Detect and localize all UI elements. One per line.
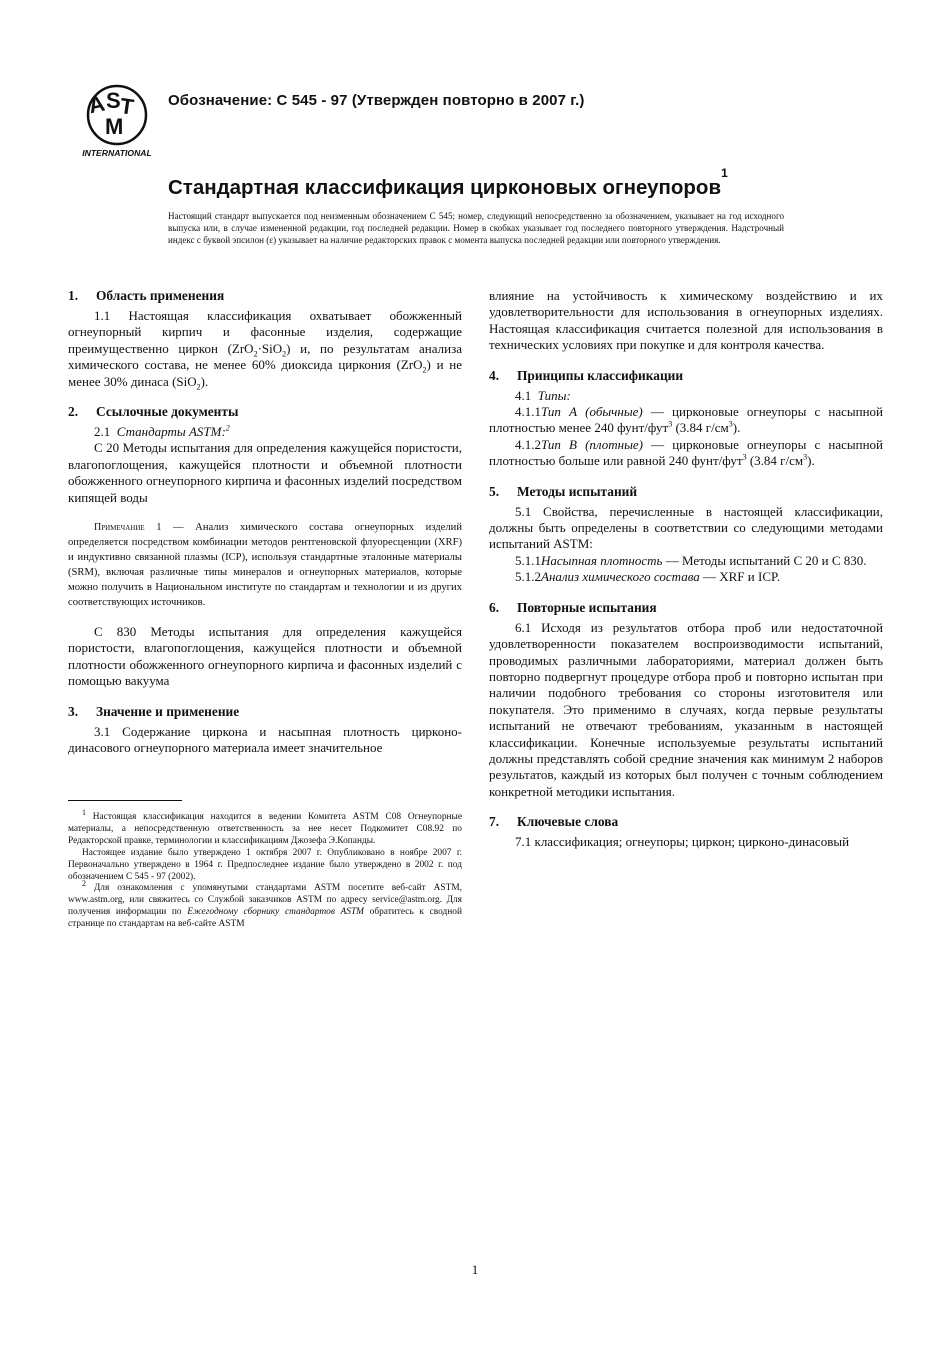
page-number: 1 <box>471 1262 479 1277</box>
section-4-1-1: 4.1.1Тип А (обычные) — цирконовые огнеупоры с насыпной плотностью менее 240 фунт/фут$^3$ (3.84 $г/см^3$). <box>489 404 883 436</box>
section-5-1: 5.1 Свойства, перечисленные в настоящей классификации, должны быть определены в соответствии со следующими методами испытаний ASTM: <box>489 503 883 552</box>
astm-logo <box>76 84 158 160</box>
svg-text:T: T <box>118 93 136 120</box>
section-2-1: 2.1 Стандарты ASTM:$^2$ <box>94 423 230 440</box>
designation: Обозначение: C 545 - 97 (Утвержден повторно в 2007 г.) <box>168 92 585 109</box>
right-column <box>489 288 883 851</box>
footnotes <box>68 807 463 931</box>
section-7-1: 7.1 классификация; огнеупоры; циркон; цирконо-динасовый <box>515 834 850 850</box>
section-6-1: 6.1 Исходя из результатов отбора проб или недостаточной удовлетворенности показателем воспроизводимости испытаний, проводимых различными лабораториями, материал должен быть повторно подвергнут процедуре отбора проб и повторно испытан при наличии подобного требования со стороны изготовителя или покупателя. Это применимо в случаях, когда первые результаты испытаний не отвечают требованиям, указанным в настоящей классификации. Конечные используемые результаты испытаний должны представлять собой средние значения как минимум 2 наборов результатов, каждый из которых был получен с точным соблюдением конкретной методики испытания. <box>489 619 883 799</box>
section-4-1: 4.1 Типы: <box>515 387 571 403</box>
reference-c20: C 20 Методы испытания для определения кажущейся пористости, влагопоглощения, кажущейся плотности и объемной плотности обожженного огнеупорного кирпича и фасонных изделий посредством кипящей воды <box>68 440 462 505</box>
section-3-1-continued: влияние на устойчивость к химическому воздействию и их удовлетворительности для использования в огнеупорных изделиях. Настоящая классификация считается полезной для использования в технических условиях при покупке и для контроля качества. <box>489 288 883 353</box>
note-1: Примечание 1 — Анализ химического состава огнеупорных изделий определяется посредством комбинации методов рентгеновской флуоресценции (XRF) и индуктивно связанной плазмы (ICP), используя стандартные эталонные материалы (SRM), включая различные типы минералов и огнеупорных материалов, которые можно получить в Национальном институте по стандартам и технологии и из других соответствующих источников. <box>68 522 462 609</box>
footnote-2: $^2$ Для ознакомления с упомянутыми стандартами ASTM посетите веб-сайт ASTM, www.astm.org, или свяжитесь со Службой заказчиков ASTM по адресу service@astm.org. Для получения информации по Ежегодному сборнику стандартов ASTM обратитесь к сводной странице по стандартам на веб-сайте ASTM <box>68 879 463 930</box>
section-1-heading: 1. Область применения <box>68 288 225 303</box>
section-7-heading: 7. Ключевые слова <box>489 814 619 830</box>
preface: Настоящий стандарт выпускается под неизменным обозначением C 545; номер, следующий непосредственно за обозначением, указывает на год исходного выпуска или, в случае измененной редакции, год последней редакции. Номер в скобках указывает год последнего повторного утверждения. Надстрочный индекс с буквой эпсилон (ε) указывает на наличие редакторских правок с момента выпуска последней редакции или повторного утверждения. <box>168 211 784 246</box>
section-5-heading: 5. Методы испытаний <box>489 483 638 499</box>
title-footnote-mark: 1 <box>721 166 728 180</box>
svg-text:M: M <box>105 114 124 139</box>
reference-c830: C 830 Методы испытания для определения кажущейся пористости, влагопоглощения, кажущейся плотности и объемной плотности обожженного огнеупорного кирпича и фасонных изделий с помощью вакуума <box>68 624 462 689</box>
footnote-1b: Настоящее издание было утверждено 1 октября 2007 г. Опубликовано в ноябре 2007 г. Первоначально утверждено в 1964 г. Предпоследнее издание было утверждено в 2002 г. под обозначением C 545 - 97 (2002). <box>68 847 462 882</box>
section-3-heading: 3. Значение и применение <box>68 703 240 719</box>
section-4-heading: 4. Принципы классификации <box>489 367 684 383</box>
section-6-heading: 6. Повторные испытания <box>489 599 657 615</box>
page-title <box>168 166 728 200</box>
logo-international-text: INTERNATIONAL <box>82 148 152 158</box>
section-3-1: 3.1 Содержание циркона и насыпная плотность цирконо-динасового огнеупорного материала имеет значительное <box>68 723 462 756</box>
svg-text:A: A <box>86 90 107 119</box>
title-text: Стандартная классификация цирконовых огнеупоров <box>168 176 722 199</box>
section-1-1: 1.1 Настоящая классификация охватывает обожженный огнеупорный кирпич и фасонные изделия, содержащие преимущественно циркон (ZrO$_2$·SiO$_2$) и, по результатам анализа химического состава, не менее 60% диоксида циркония (ZrO$_2$) и не менее 30% динаса (SiO$_2$). <box>68 308 463 392</box>
section-5-1-2: 5.1.2Анализ химического состава — XRF и ICP. <box>515 569 781 585</box>
section-5-1-1: 5.1.1Насыпная плотность — Методы испытаний C 20 и C 830. <box>515 552 867 568</box>
footnote-divider <box>68 800 182 801</box>
section-4-1-2: 4.1.2Тип В (плотные) — цирконовые огнеупоры с насыпной плотностью больше или равной 240 фунт/фут$^3$ (3.84 $г/см^3$). <box>489 436 883 469</box>
svg-text:S: S <box>106 88 121 113</box>
section-2-heading: 2. Ссылочные документы <box>68 404 239 420</box>
footnote-1: $^1$ Настоящая классификация находится в ведении Комитета ASTM C08 Огнеупорные материалы, а непосредственную ответственность за нее несет Подкомитет C08.92 по Редакторской правке, терминологии и классификациям Джозефа Э.Копанды. <box>68 807 462 846</box>
left-column <box>68 288 462 757</box>
